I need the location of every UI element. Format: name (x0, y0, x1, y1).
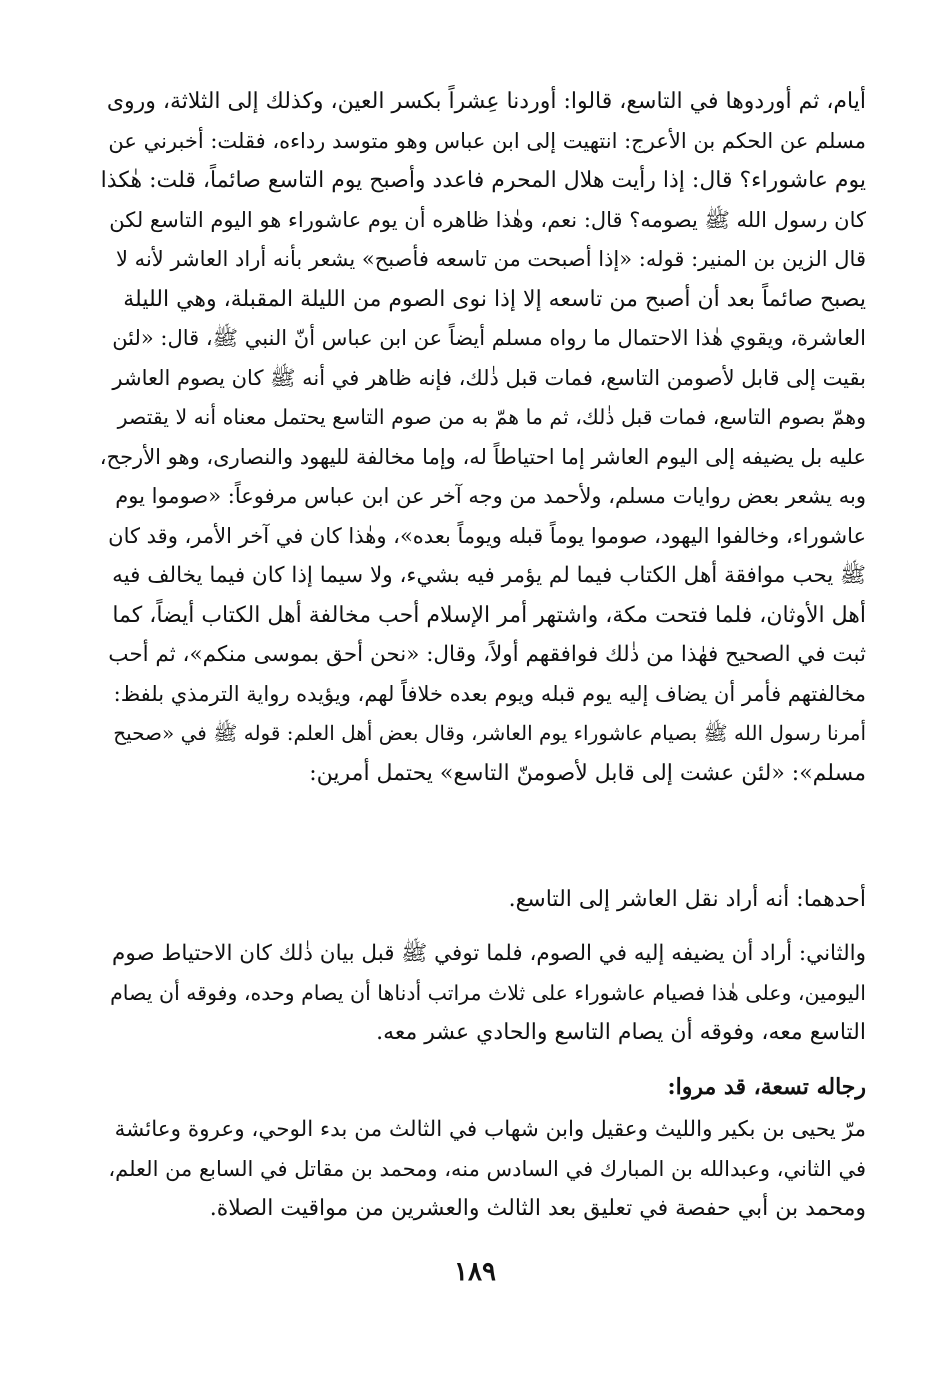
text-line: اليومين، وعلى هٰذا فصيام عاشوراء على ثلاث مراتب أدناها أن يصام وحده، وفوقه أن يصام (110, 980, 866, 1005)
heading-line: رجاله تسعة، قد مروا: (667, 1074, 866, 1100)
text-line: ﷺ يحب موافقة أهل الكتاب فيما لم يؤمر فيه بشيء، ولا سيما إذا كان فيما يخالف فيه (112, 563, 866, 588)
text-line: وهمّ بصوم التاسع، فمات قبل ذٰلك، ثم ما همّ به من صوم التاسع يحتمل معناه أنه لا يقتصر (117, 405, 866, 429)
text-line: كان رسول الله ﷺ يصومه؟ قال: نعم، وهٰذا ظاهره أن يوم عاشوراء هو اليوم التاسع لكن (109, 207, 866, 232)
text-line: في الثاني، وعبدالله بن المبارك في السادس منه، ومحمد بن مقاتل في السابع من العلم، (108, 1156, 866, 1181)
text-line: يوم عاشوراء؟ قال: إذا رأيت هلال المحرم فاعدد وأصبح يوم التاسع صائماً، قلت: هٰكذا (100, 168, 866, 193)
text-line: أيام، ثم أوردوها في التاسع، قالوا: أوردنا عِشراً بكسر العين، وكذلك إلى الثلاثة، وروى (106, 89, 866, 114)
text-line: أهل الأوثان، فلما فتحت مكة، واشتهر أمر الإسلام أحب مخالفة أهل الكتاب أيضاً، كما (112, 602, 866, 628)
narrators-heading (100, 1068, 866, 1108)
text-line: ومحمد بن أبي حفصة في تعليق بعد الثالث والعشرين من مواقيت الصلاة. (209, 1196, 866, 1221)
text-line: والثاني: أراد أن يضيفه إليه في الصوم، فلما توفي ﷺ قبل بيان ذٰلك كان الاحتياط صوم (112, 941, 866, 966)
second-interpretation-paragraph (100, 934, 866, 1053)
text-line: مسلم عن الحكم بن الأعرج: انتهيت إلى ابن عباس وهو متوسد رداءه، فقلت: أخبرني عن (108, 128, 866, 153)
text-line: بقيت إلى قابل لأصومن التاسع، فمات قبل ذٰلك، فإنه ظاهر في أنه ﷺ كان يصوم العاشر (112, 365, 866, 390)
text-line: العاشرة، ويقوي هٰذا الاحتمال ما رواه مسلم أيضاً عن ابن عباس أنّ النبي ﷺ، قال: «لئن (112, 326, 866, 350)
text-line: أمرنا رسول الله ﷺ بصيام عاشوراء يوم العاشر، وقال بعض أهل العلم: قوله ﷺ في «صحيح (113, 721, 866, 745)
text-line: أحدهما: أنه أراد نقل العاشر إلى التاسع. (508, 887, 866, 912)
text-line: مرّ يحيى بن بكير والليث وعقيل وابن شهاب في الثالث من بدء الوحي، وعروة وعائشة (114, 1117, 866, 1142)
text-line: يصبح صائماً بعد أن أصبح من تاسعه إلا إذا نوى الصوم من الليلة المقبلة، وهي الليلة (123, 286, 866, 312)
text-line: قال الزين بن المنير: قوله: «إذا أصبحت من تاسعه فأصبح» يشعر بأنه أراد العاشر لأنه لا (116, 247, 866, 271)
first-interpretation-paragraph (100, 880, 866, 920)
text-line: عليه بل يضيفه إلى اليوم العاشر إما احتياطاً له، وإما مخالفة لليهود والنصارى، وهو الأرجح، (100, 444, 866, 469)
text-line: مسلم»: «لئن عشت إلى قابل لأصومنّ التاسع» يحتمل أمرين: (309, 760, 866, 786)
main-paragraph (100, 82, 866, 793)
page-number: ١٨٩ (454, 1257, 496, 1287)
text-line: التاسع معه، وفوقه أن يصام التاسع والحادي عشر معه. (376, 1020, 866, 1045)
text-line: ثبت في الصحيح فهٰذا من ذٰلك فوافقهم أولاً، وقال: «نحن أحق بموسى منكم»، ثم أحب (108, 642, 866, 667)
text-line: عاشوراء، وخالفوا اليهود، صوموا يوماً قبله ويوماً بعده»، وهٰذا كان في آخر الأمر، وقد كان (108, 523, 866, 548)
narrators-paragraph (100, 1110, 866, 1229)
text-line: مخالفتهم فأمر أن يضاف إليه يوم قبله ويوم بعده خلافاً لهم، ويؤيده رواية الترمذي بلفظ: (113, 681, 866, 706)
text-line: وبه يشعر بعض روايات مسلم، ولأحمد من وجه آخر عن ابن عباس مرفوعاً: «صوموا يوم (115, 484, 866, 508)
